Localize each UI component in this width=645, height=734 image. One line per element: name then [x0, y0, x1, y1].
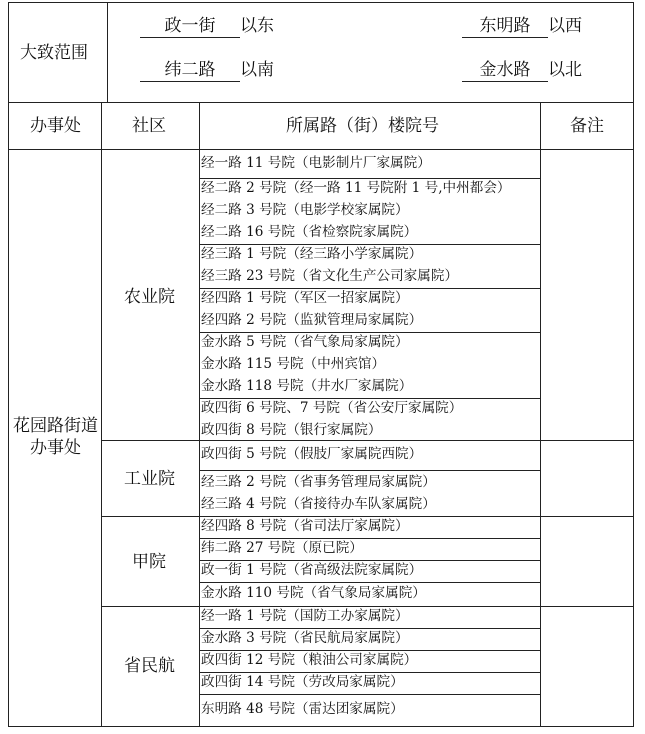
- community-jiayuan: 甲院: [132, 552, 166, 572]
- address-row: 经三路 2 号院（省事务管理局家属院）: [201, 474, 436, 490]
- address-row: 政四街 8 号院（银行家属院）: [201, 422, 382, 438]
- address-line: [200, 672, 540, 673]
- address-row: 政四街 6 号院、7 号院（省公安厅家属院）: [201, 400, 463, 416]
- address-row: 经三路 1 号院（经三路小学家属院）: [201, 246, 423, 262]
- district-table: [8, 2, 634, 727]
- address-row: 经三路 23 号院（省文化生产公司家属院）: [201, 268, 459, 284]
- table-border-top: [8, 2, 634, 3]
- address-line: [200, 628, 540, 629]
- address-row: 经二路 3 号院（电影学校家属院）: [201, 202, 409, 218]
- address-row: 政四街 5 号院（假肢厂家属院西院）: [201, 446, 423, 462]
- group-line-1: [102, 440, 633, 441]
- address-row: 经二路 2 号院（经一路 11 号院附 1 号,中州都会）: [201, 180, 511, 196]
- group-line-3: [102, 606, 633, 607]
- range-west: [462, 18, 582, 38]
- address-line: [200, 582, 540, 583]
- group-line-2: [102, 516, 633, 517]
- office-column-divider: [101, 102, 102, 727]
- address-row: 金水路 3 号院（省民航局家属院）: [201, 630, 409, 646]
- community-nongyeyuan: 农业院: [124, 287, 175, 307]
- address-line: [200, 538, 540, 539]
- community-gongyeyuan: 工业院: [124, 469, 175, 489]
- east-suffix: 以东: [240, 16, 274, 36]
- address-line: [200, 398, 540, 399]
- address-row: 政四街 12 号院（粮油公司家属院）: [201, 652, 418, 668]
- header-community: 社区: [132, 116, 166, 136]
- range-divider: [107, 2, 108, 102]
- community-column-divider: [199, 102, 200, 727]
- address-row: 金水路 118 号院（井水厂家属院）: [201, 378, 413, 394]
- address-row: 经四路 8 号院（省司法厅家属院）: [201, 518, 409, 534]
- address-line: [200, 244, 540, 245]
- address-row: 东明路 48 号院（雷达团家属院）: [201, 701, 404, 717]
- range-east: [140, 18, 274, 38]
- address-line: [200, 694, 540, 695]
- north-suffix: 以北: [548, 60, 582, 80]
- address-line: [200, 470, 540, 471]
- address-row: 经一路 11 号院（电影制片厂家属院）: [201, 155, 431, 171]
- address-row: 金水路 115 号院（中州宾馆）: [201, 356, 386, 372]
- address-line: [200, 560, 540, 561]
- address-line: [200, 332, 540, 333]
- address-row: 政一街 1 号院（省高级法院家属院）: [201, 562, 423, 578]
- address-line: [200, 650, 540, 651]
- address-row: 纬二路 27 号院（原已院）: [201, 540, 363, 556]
- range-label: 大致范围: [20, 43, 88, 63]
- south-suffix: 以南: [240, 60, 274, 80]
- address-row: 经一路 1 号院（国防工办家属院）: [201, 608, 409, 624]
- header-remarks: 备注: [570, 116, 604, 136]
- address-row: 金水路 110 号院（省气象局家属院）: [201, 585, 426, 601]
- south-bound-road: 纬二路: [140, 62, 240, 82]
- remarks-column-divider: [540, 102, 541, 727]
- address-row: 经四路 1 号院（军区一招家属院）: [201, 290, 409, 306]
- address-row: 经三路 4 号院（省接待办车队家属院）: [201, 496, 436, 512]
- range-north: [462, 62, 582, 82]
- west-suffix: 以西: [548, 16, 582, 36]
- range-south: [140, 62, 274, 82]
- address-row: 经二路 16 号院（省检察院家属院）: [201, 224, 418, 240]
- header-office: 办事处: [30, 116, 81, 136]
- header-addresses: 所属路（街）楼院号: [286, 116, 439, 136]
- west-bound-road: 东明路: [462, 18, 548, 38]
- table-border-left: [8, 2, 9, 727]
- address-line: [200, 178, 540, 179]
- address-row: 金水路 5 号院（省气象局家属院）: [201, 334, 409, 350]
- north-bound-road: 金水路: [462, 62, 548, 82]
- address-row: 政四街 14 号院（劳改局家属院）: [201, 674, 404, 690]
- address-line: [200, 288, 540, 289]
- office-name-line1: 花园路街道: [13, 416, 98, 436]
- office-name-line2: 办事处: [30, 438, 81, 458]
- table-border-right: [633, 2, 634, 727]
- community-shengminhang: 省民航: [124, 656, 175, 676]
- address-row: 经四路 2 号院（监狱管理局家属院）: [201, 312, 423, 328]
- east-bound-road: 政一街: [140, 18, 240, 38]
